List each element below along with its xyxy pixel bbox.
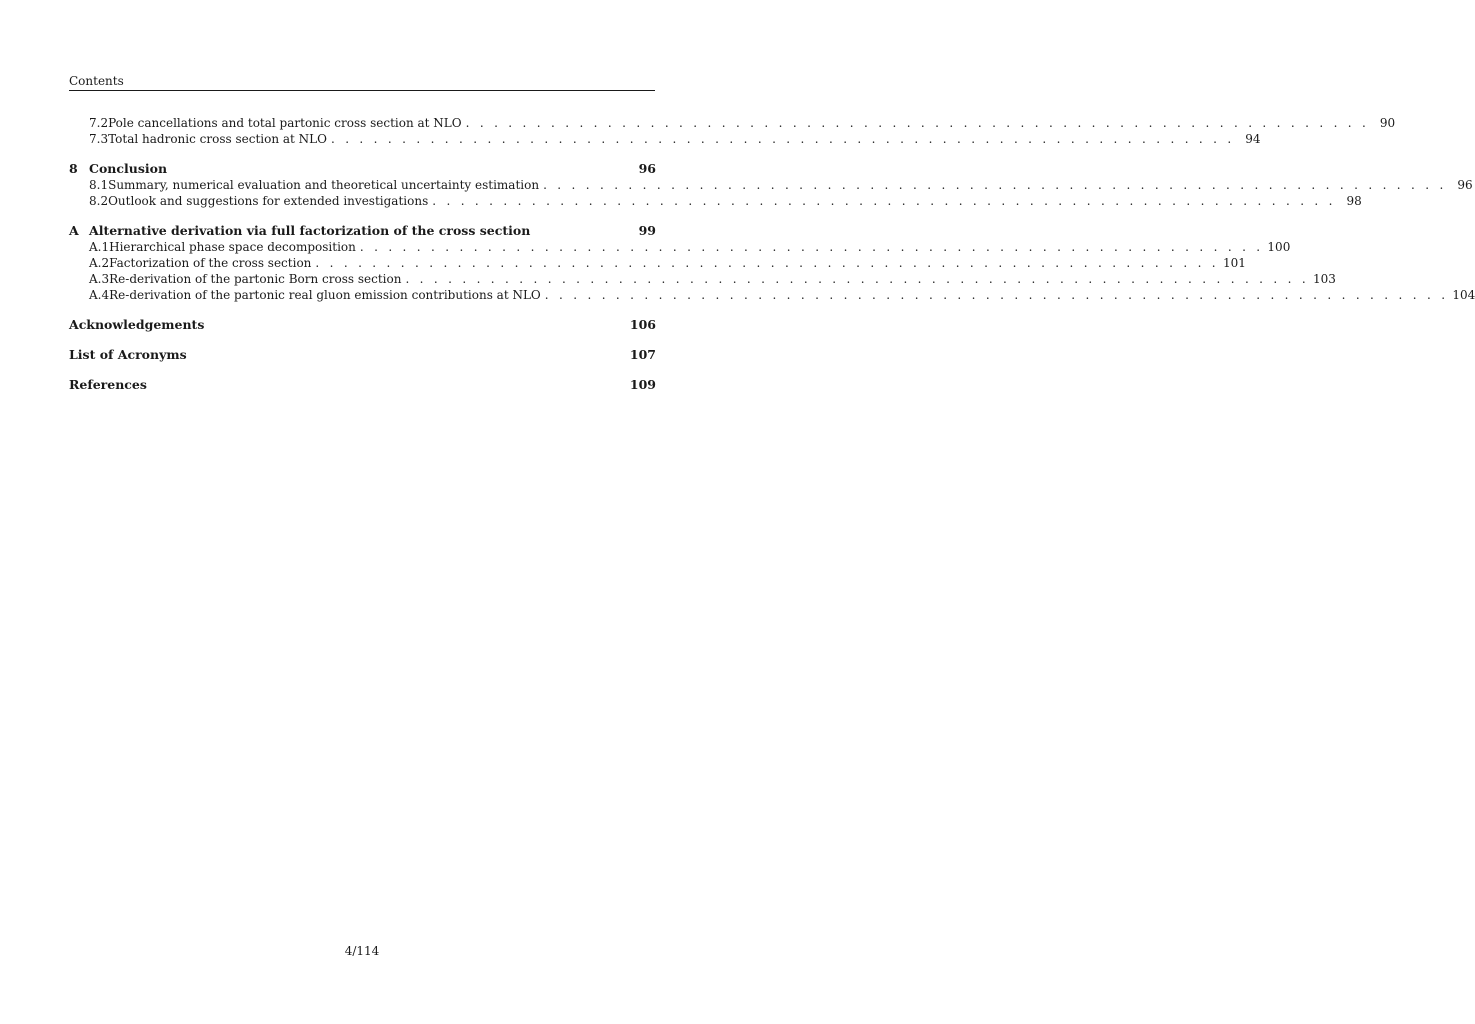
toc-entry-number: 8.2 (89, 194, 109, 208)
toc-entry-page: 100 (1267, 240, 1291, 254)
toc-chapter-number: 8 (69, 161, 78, 176)
toc-entry-a-4[interactable] (69, 287, 1475, 303)
toc-entry-title: Outlook and suggestions for extended investigations (108, 194, 429, 208)
toc-chapter-title: Acknowledgements (69, 317, 205, 332)
dot-leader: . . . . . . . . . . . . . . . . . . . . . . . . . . . . . . . . . . . . . . . . . . . . . . . . . . . . . . . . . . . . . . . . (465, 116, 1370, 130)
toc-entry-7-3[interactable] (69, 131, 1261, 147)
toc-entry-page: 96 (1457, 178, 1473, 192)
spacer (69, 363, 656, 377)
toc-entry-page: 90 (1379, 116, 1396, 130)
spacer (69, 209, 656, 223)
page-number: 4/114 (344, 944, 380, 958)
toc-chapter-page: 106 (629, 317, 656, 332)
toc-entry-page: 101 (1222, 256, 1246, 270)
toc-entry-title: Factorization of the cross section (109, 256, 312, 270)
toc-entry-number: 7.2 (89, 116, 109, 130)
toc-chapter-title: Conclusion (89, 161, 168, 176)
table-of-contents (69, 115, 1475, 393)
toc-entry-8-1[interactable] (69, 177, 1473, 193)
toc-chapter-page: 96 (638, 161, 656, 176)
toc-entry-title: Re-derivation of the partonic real gluon emission contributions at NLO (109, 288, 541, 302)
toc-entry-a-1[interactable] (69, 239, 1291, 255)
toc-entry-page: 103 (1312, 272, 1336, 286)
toc-entry-page: 104 (1452, 288, 1475, 302)
toc-entry-page: 98 (1346, 194, 1362, 208)
toc-entry-number: A.3 (89, 272, 110, 286)
toc-list-of-acronyms[interactable] (69, 347, 656, 363)
toc-entry-8-2[interactable] (69, 193, 1362, 209)
toc-entry-title: Summary, numerical evaluation and theoretical uncertainty estimation (108, 178, 540, 192)
dot-leader: . . . . . . . . . . . . . . . . . . . . . . . . . . . . . . . . . . . . . . . . . . . . . . . . . . . . . . . . . . . . . . . . (330, 132, 1235, 146)
toc-entry-a-3[interactable] (69, 271, 1336, 287)
toc-entry-page: 94 (1245, 132, 1261, 146)
dot-leader: . . . . . . . . . . . . . . . . . . . . . . . . . . . . . . . . . . . . . . . . . . . . . . . . . . . . . . . . . . . . . . . . (543, 178, 1447, 192)
dot-leader: . . . . . . . . . . . . . . . . . . . . . . . . . . . . . . . . . . . . . . . . . . . . . . . . . . . . . . . . . . . . . . . . (315, 256, 1219, 270)
toc-chapter-title: Alternative derivation via full factorization of the cross section (89, 223, 531, 238)
toc-entry-number: A.1 (89, 240, 110, 254)
toc-chapter-title: References (69, 377, 147, 392)
spacer (69, 147, 656, 161)
toc-appendix-a[interactable] (69, 223, 656, 239)
toc-chapter-number: A (69, 223, 79, 238)
toc-chapter-title: List of Acronyms (69, 347, 187, 362)
toc-entry-7-2[interactable] (69, 115, 1396, 131)
toc-entry-title: Total hadronic cross section at NLO (108, 132, 327, 146)
toc-entry-number: A.4 (89, 288, 110, 302)
toc-chapter-page: 107 (629, 347, 656, 362)
spacer (69, 303, 656, 317)
toc-entry-a-2[interactable] (69, 255, 1246, 271)
toc-entry-title: Hierarchical phase space decomposition (109, 240, 356, 254)
spacer (69, 333, 656, 347)
toc-chapter-8[interactable] (69, 161, 656, 177)
dot-leader: . . . . . . . . . . . . . . . . . . . . . . . . . . . . . . . . . . . . . . . . . . . . . . . . . . . . . . . . . . . . . . . . (359, 240, 1264, 254)
toc-entry-number: 8.1 (89, 178, 109, 192)
toc-references[interactable] (69, 377, 656, 393)
dot-leader: . . . . . . . . . . . . . . . . . . . . . . . . . . . . . . . . . . . . . . . . . . . . . . . . . . . . . . . . . . . . . . . . (405, 272, 1309, 286)
toc-chapter-page: 99 (638, 223, 656, 238)
toc-entry-title: Pole cancellations and total partonic cross section at NLO (108, 116, 462, 130)
dot-leader: . . . . . . . . . . . . . . . . . . . . . . . . . . . . . . . . . . . . . . . . . . . . . . . . . . . . . . . . . . . . . . . . (544, 288, 1449, 302)
toc-entry-number: 7.3 (89, 132, 109, 146)
toc-chapter-page: 109 (629, 377, 656, 392)
dot-leader: . . . . . . . . . . . . . . . . . . . . . . . . . . . . . . . . . . . . . . . . . . . . . . . . . . . . . . . . . . . . . . . . (432, 194, 1336, 208)
running-header: Contents (69, 73, 655, 91)
toc-entry-title: Re-derivation of the partonic Born cross section (109, 272, 402, 286)
toc-entry-number: A.2 (89, 256, 110, 270)
toc-acknowledgements[interactable] (69, 317, 656, 333)
